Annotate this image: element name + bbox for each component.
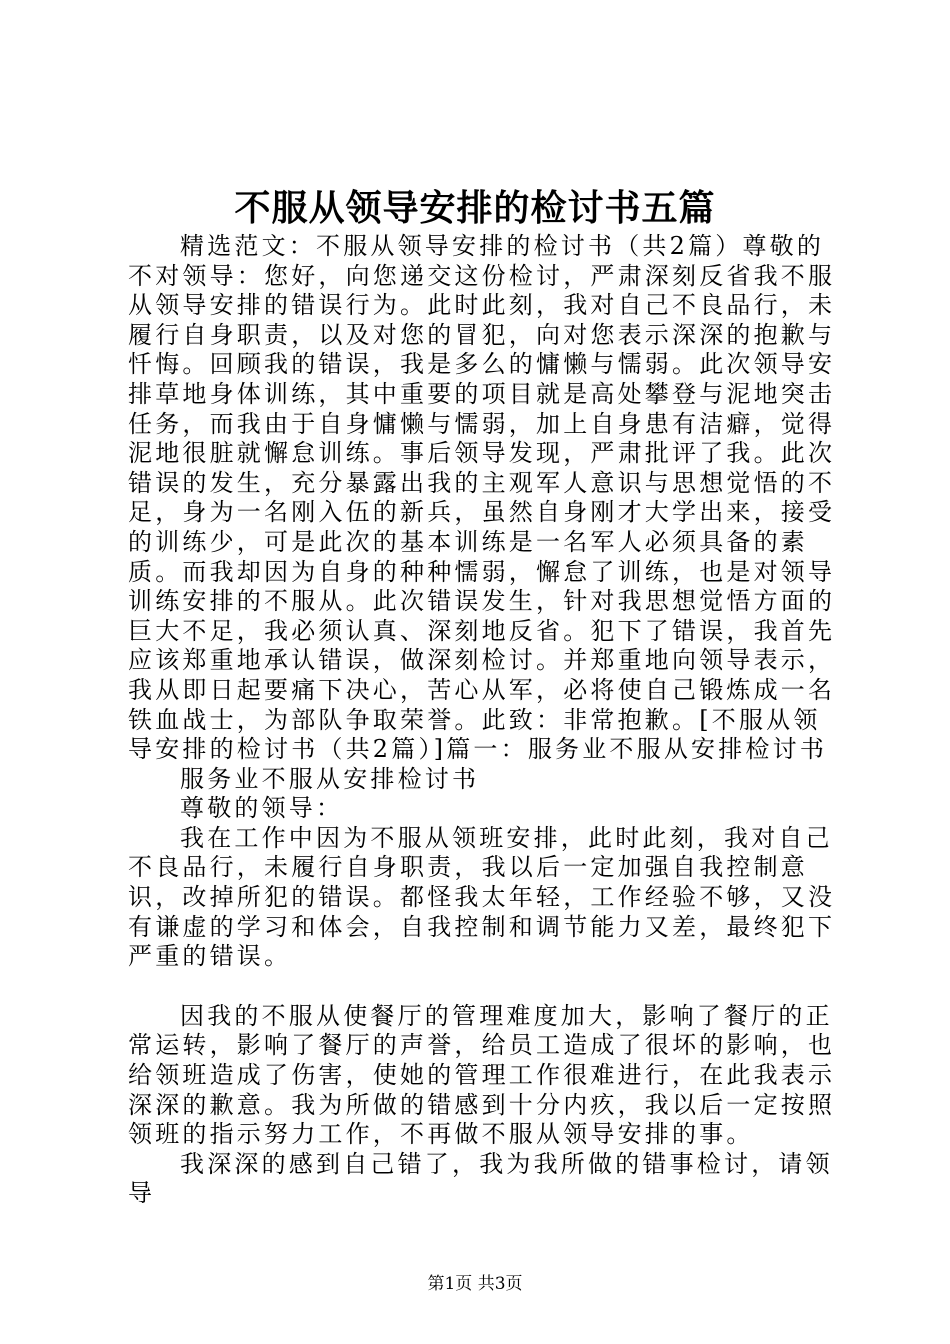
- paragraph-intro: 精选范文：不服从领导安排的检讨书（共2篇）尊敬的不对领导：您好，向您递交这份检讨，严肃深刻反省我不服从领导安排的错误行为。此时此刻，我对自己不良品行，未履行自身职责，以及对您的冒犯，向对您表示深深的抱歉与忏悔。回顾我的错误，我是多么的慵懒与懦弱。此次领导安排草地身体训练，其中重要的项目就是高处攀登与泥地突击任务，而我由于自身慵懒与懦弱，加上自身患有洁癖，觉得泥地很脏就懈怠训练。事后领导发现，严肃批评了我。此次错误的发生，充分暴露出我的主观军人意识与思想觉悟的不足，身为一名刚入伍的新兵，虽然自身刚才大学出来，接受的训练少，可是此次的基本训练是一名军人必须具备的素质。而我却因为自身的种种懦弱，懈怠了训练，也是对领导训练安排的不服从。此次错误发生，针对我思想觉悟方面的巨大不足，我必须认真、深刻地反省。犯下了错误，我首先应该郑重地承认错误，做深刻检讨。并郑重地向领导表示，我从即日起要痛下决心，苦心从军，必将使自己锻炼成一名铁血战士，为部队争取荣誉。此致：非常抱歉。[不服从领导安排的检讨书（共2篇）]篇一：服务业不服从安排检讨书: [128, 232, 836, 764]
- paragraph-body-1: 我在工作中因为不服从领班安排，此时此刻，我对自己不良品行，未履行自身职责，我以后一定加强自我控制意识，改掉所犯的错误。都怪我太年轻，工作经验不够，又没有谦虚的学习和体会，自我控制和调节能力又差，最终犯下严重的错误。: [128, 823, 836, 971]
- paragraph-salutation: 尊敬的领导：: [180, 794, 344, 823]
- paragraph-body-2: 因我的不服从使餐厅的管理难度加大，影响了餐厅的正常运转，影响了餐厅的声誉，给员工造成了很坏的影响，也给领班造成了伤害，使她的管理工作很难进行，在此我表示深深的歉意。我为所做的错感到十分内疚，我以后一定按照领班的指示努力工作，不再做不服从领导安排的事。: [128, 1001, 836, 1149]
- paragraph-body-3: 我深深的感到自己错了，我为我所做的错事检讨，请领导: [128, 1149, 833, 1208]
- page-number: 第1页 共3页: [427, 1274, 523, 1294]
- paragraph-subtitle: 服务业不服从安排检讨书: [180, 764, 480, 793]
- document-body: [128, 232, 843, 1209]
- document-title: 不服从领导安排的检讨书五篇: [234, 187, 716, 229]
